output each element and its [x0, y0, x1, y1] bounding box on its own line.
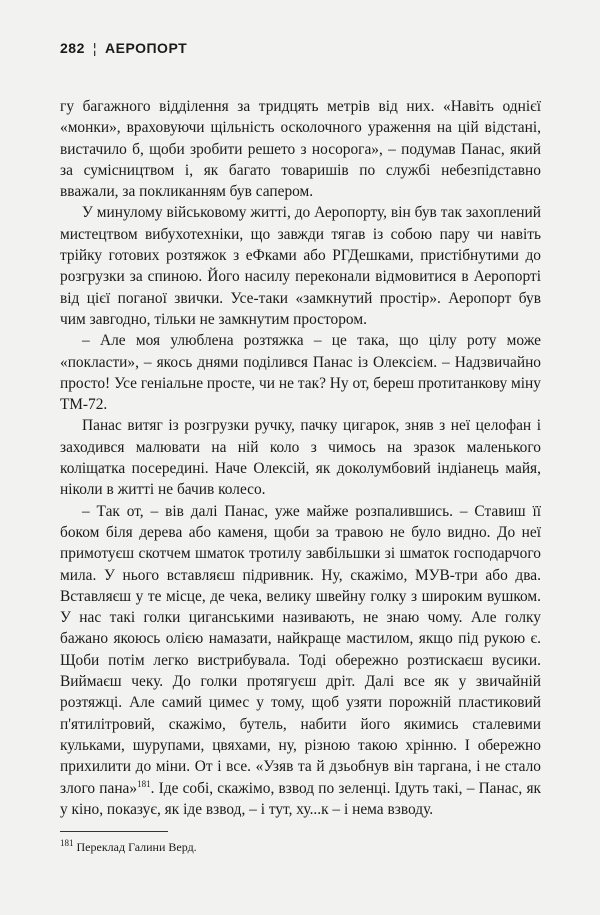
paragraph: [60, 501, 541, 820]
page-number: 282: [60, 40, 85, 56]
body-text: [60, 96, 541, 820]
footnote-divider: [60, 831, 168, 832]
book-title: АЕРОПОРТ: [105, 40, 188, 56]
paragraph: – Але моя улюблена розтяжка – це така, що цілу роту може «покласти», – якось днями поділився Панас із Олексієм. – Надзвичайно просто! Усе геніальне просте, чи не так? Ну от, береш протитанкову міну ТМ-72.: [60, 332, 541, 414]
paragraph: Панас витяг із розгрузки ручку, пачку цигарок, зняв з неї целофан і заходився малювати на ній коло з чимось на зразок маленького коліщатка посередині. Наче Олексій, як доколумбовий індіанець майя, ніколи в житті не бачив колесо.: [60, 417, 541, 499]
footnote-reference[interactable]: 181: [137, 778, 151, 789]
paragraph: У минулому військовому житті, до Аеропорту, він був так захоплений мистецтвом вибухотехніки, що завжди тягав із собою пару чи навіть трійку готових розтяжок з еФками або РГДешками, пристібнутими до розгрузки за спиною. Його насилу переконали відмовитися в Аеропорті від цієї поганої звички. Усе-таки «замкнутий простір». Аеропорт був чим завгодно, тільки не замкнутим простором.: [60, 204, 541, 328]
running-header: [60, 40, 187, 56]
paragraph-text: – Так от, – вів далі Панас, уже майже розпалившись. – Ставиш її боком біля дерева або каменя, щоби за травою не було видно. До неї примотуєш скотчем шматок тротилу завбільшки зі шматок господарчого мила. У нього вставляєш підривник. Ну, скажімо, МУВ-три або два. Вставляєш у те місце, де чека, велику швейну голку з широким вушком. У нас такі голки циганськими називають, не знаю чому. Але голку бажано якоюсь олією намазати, найкраще мастилом, якщо під рукою є. Щоби потім легко вистрибувала. Тоді обережно розтискаєш вусики. Виймаєш чеку. До голки протягуєш дріт. Далі все як у звичайній розтяжці. Але самий цимес у тому, щоб узяти порожній пластиковий п'ятилітровий, скажімо, бутель, набити його якимись сталевими кульками, шурупами, цвяхами, ну, різною такою хрінню. І обережно прихилити до міни. От і все. «Узяв та й дзьобнув він таргана, і не стало злого пана»: [60, 502, 541, 797]
footnote-marker: 181: [60, 838, 74, 848]
paragraph: гу багажного відділення за тридцять метрів від них. «Навіть однієї «монки», враховуючи щільність осколочного ураження на цій відстані, вистачило б, щоби зробити решето з носорога», – подумав Панас, який за сумісництвом і, як багато товаришів по службі небезпідставно вважали, за покликанням був сапером.: [60, 98, 541, 201]
footnote: [60, 840, 197, 855]
footnote-text: Переклад Галини Верд.: [76, 840, 197, 854]
header-separator: ¦: [92, 40, 97, 56]
paragraph-text-continued: . Іде собі, скажімо, взвод по зеленці. Ідуть такі, – Панас, як у кіно, показує, як іде взвод, – і тут, ху...к – і нема взводу.: [60, 779, 541, 818]
